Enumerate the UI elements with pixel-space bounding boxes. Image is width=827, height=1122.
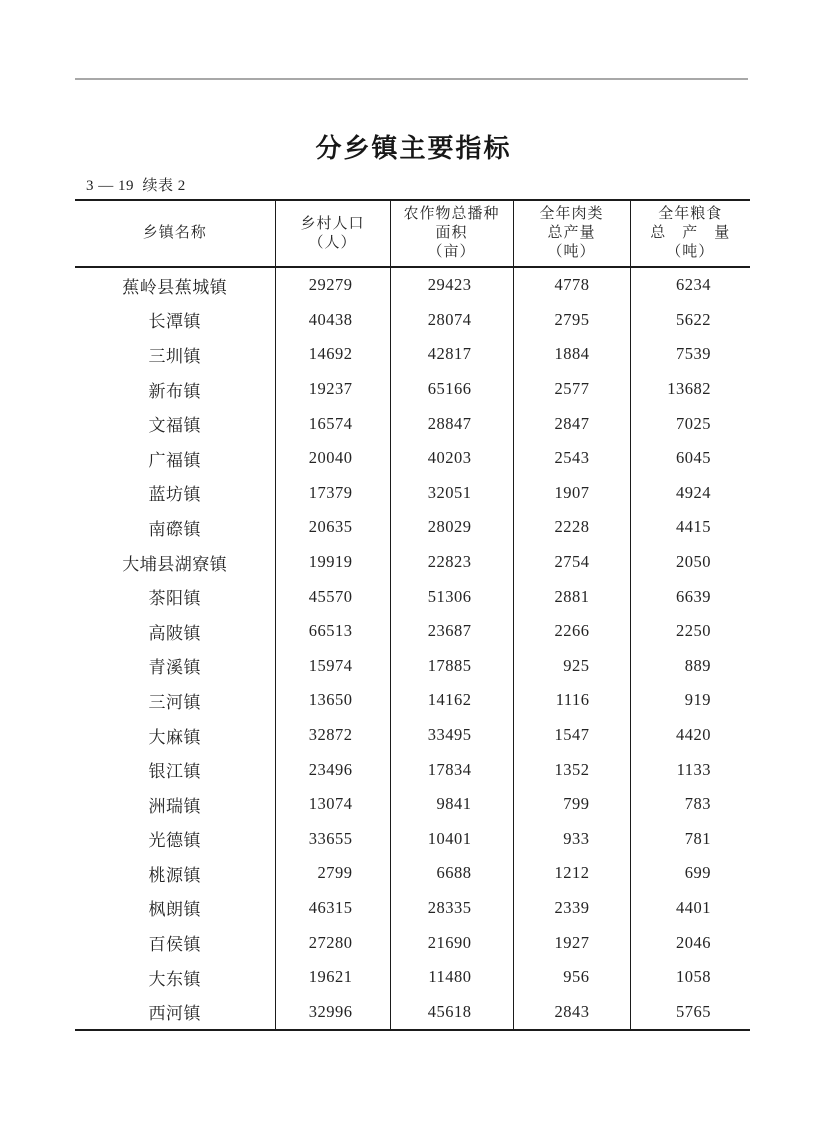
table-body: [75, 267, 750, 1030]
town-name-cell: 大麻镇: [148, 727, 201, 747]
column-header-line: 全年肉类: [539, 206, 604, 222]
value-cell: 42817: [390, 337, 513, 372]
town-name-cell: 新布镇: [148, 381, 201, 401]
value-cell: 17885: [390, 649, 513, 684]
page-title: 分乡镇主要指标: [315, 134, 512, 163]
table-row: [75, 649, 750, 684]
value-cell: 2339: [513, 891, 630, 926]
table-row: [75, 476, 750, 511]
value-cell: 2881: [513, 579, 630, 614]
value-cell: 46315: [275, 891, 390, 926]
table-row: [75, 267, 750, 303]
town-name-cell: 高陂镇: [148, 623, 201, 643]
value-cell: 28074: [390, 303, 513, 338]
value-cell: 783: [630, 787, 750, 822]
value-cell: 2843: [513, 994, 630, 1030]
value-cell: 1133: [630, 752, 750, 787]
value-cell: 1547: [513, 718, 630, 753]
value-cell: 51306: [390, 579, 513, 614]
value-cell: 2046: [630, 925, 750, 960]
value-cell: 6234: [630, 267, 750, 303]
value-cell: 4924: [630, 476, 750, 511]
town-name-cell: 青溪镇: [148, 658, 201, 678]
column-header-rural-population: [275, 200, 390, 267]
table-row: [75, 303, 750, 338]
town-name-cell: 银江镇: [148, 762, 201, 782]
value-cell: 4401: [630, 891, 750, 926]
value-cell: 1058: [630, 960, 750, 995]
value-cell: 1884: [513, 337, 630, 372]
value-cell: 699: [630, 856, 750, 891]
column-header-annual-grain-output: [630, 200, 750, 267]
town-name-cell: 桃源镇: [148, 865, 201, 885]
value-cell: 23687: [390, 614, 513, 649]
header-row: [75, 200, 750, 267]
column-header-line: （人）: [308, 234, 357, 251]
table-row: [75, 787, 750, 822]
value-cell: 28335: [390, 891, 513, 926]
value-cell: 1927: [513, 925, 630, 960]
town-name-cell: 大东镇: [148, 969, 201, 989]
value-cell: 33495: [390, 718, 513, 753]
town-name-cell: 长潭镇: [148, 312, 201, 332]
value-cell: 33655: [275, 822, 390, 857]
value-cell: 14692: [275, 337, 390, 372]
column-header-town-name: [75, 200, 275, 267]
value-cell: 2543: [513, 441, 630, 476]
table-row: [75, 891, 750, 926]
value-cell: 11480: [390, 960, 513, 995]
value-cell: 2754: [513, 545, 630, 580]
table-row: [75, 614, 750, 649]
value-cell: 20635: [275, 510, 390, 545]
town-name-cell: 洲瑞镇: [148, 796, 201, 816]
town-name-cell: 光德镇: [148, 831, 201, 851]
value-cell: 2577: [513, 372, 630, 407]
value-cell: 40438: [275, 303, 390, 338]
town-name-cell: 文福镇: [148, 416, 201, 436]
value-cell: 2228: [513, 510, 630, 545]
value-cell: 933: [513, 822, 630, 857]
column-header-line: 总 产 量: [650, 225, 731, 241]
table-row: [75, 856, 750, 891]
value-cell: 45618: [390, 994, 513, 1030]
indicators-table: [75, 199, 750, 1031]
table-row: [75, 822, 750, 857]
value-cell: 28029: [390, 510, 513, 545]
value-cell: 32051: [390, 476, 513, 511]
value-cell: 15974: [275, 649, 390, 684]
page-header-rule: [75, 78, 748, 80]
value-cell: 66513: [275, 614, 390, 649]
value-cell: 22823: [390, 545, 513, 580]
value-cell: 956: [513, 960, 630, 995]
value-cell: 13650: [275, 683, 390, 718]
table-row: [75, 925, 750, 960]
value-cell: 1352: [513, 752, 630, 787]
value-cell: 1116: [513, 683, 630, 718]
town-name-cell: 南磜镇: [148, 519, 201, 539]
value-cell: 1212: [513, 856, 630, 891]
town-name-cell: 枫朗镇: [148, 900, 201, 920]
town-name-cell: 三河镇: [148, 692, 201, 712]
value-cell: 19621: [275, 960, 390, 995]
table-row: [75, 960, 750, 995]
value-cell: 14162: [390, 683, 513, 718]
value-cell: 29423: [390, 267, 513, 303]
table-row: [75, 718, 750, 753]
value-cell: 9841: [390, 787, 513, 822]
value-cell: 799: [513, 787, 630, 822]
town-name-cell: 三圳镇: [148, 346, 201, 366]
town-name-cell: 西河镇: [148, 1004, 201, 1024]
value-cell: 7539: [630, 337, 750, 372]
column-header-line: 乡村人口: [300, 215, 365, 232]
value-cell: 4420: [630, 718, 750, 753]
value-cell: 4778: [513, 267, 630, 303]
column-header-crop-sown-area: [390, 200, 513, 267]
town-name-cell: 蕉岭县蕉城镇: [122, 277, 228, 297]
value-cell: 2799: [275, 856, 390, 891]
value-cell: 889: [630, 649, 750, 684]
value-cell: 40203: [390, 441, 513, 476]
value-cell: 20040: [275, 441, 390, 476]
column-header-line: 面积: [435, 225, 468, 241]
value-cell: 29279: [275, 267, 390, 303]
column-header-line: 农作物总播种: [403, 206, 500, 222]
town-name-cell: 大埔县湖寮镇: [122, 554, 228, 574]
table-row: [75, 372, 750, 407]
value-cell: 19919: [275, 545, 390, 580]
value-cell: 19237: [275, 372, 390, 407]
value-cell: 5622: [630, 303, 750, 338]
value-cell: 6045: [630, 441, 750, 476]
column-header-line: （亩）: [427, 244, 476, 260]
value-cell: 16574: [275, 406, 390, 441]
value-cell: 5765: [630, 994, 750, 1030]
value-cell: 2266: [513, 614, 630, 649]
table-row: [75, 441, 750, 476]
value-cell: 1907: [513, 476, 630, 511]
value-cell: 2795: [513, 303, 630, 338]
value-cell: 781: [630, 822, 750, 857]
column-header-line: 乡镇名称: [142, 225, 207, 241]
value-cell: 7025: [630, 406, 750, 441]
table-row: [75, 337, 750, 372]
value-cell: 2050: [630, 545, 750, 580]
table-row: [75, 994, 750, 1030]
table-row: [75, 545, 750, 580]
town-name-cell: 蓝坊镇: [148, 485, 201, 505]
value-cell: 2250: [630, 614, 750, 649]
column-header-annual-meat-output: [513, 200, 630, 267]
table-row: [75, 406, 750, 441]
town-name-cell: 百侯镇: [148, 935, 201, 955]
value-cell: 4415: [630, 510, 750, 545]
value-cell: 13682: [630, 372, 750, 407]
value-cell: 27280: [275, 925, 390, 960]
value-cell: 6639: [630, 579, 750, 614]
column-header-line: （吨）: [666, 244, 715, 260]
town-name-cell: 广福镇: [148, 450, 201, 470]
value-cell: 17834: [390, 752, 513, 787]
table-row: [75, 683, 750, 718]
value-cell: 919: [630, 683, 750, 718]
value-cell: 6688: [390, 856, 513, 891]
value-cell: 17379: [275, 476, 390, 511]
table-row: [75, 579, 750, 614]
table-row: [75, 510, 750, 545]
value-cell: 13074: [275, 787, 390, 822]
table-number-caption: 3 — 19 续表 2: [86, 178, 186, 194]
value-cell: 23496: [275, 752, 390, 787]
town-name-cell: 茶阳镇: [148, 589, 201, 609]
table-row: [75, 752, 750, 787]
column-header-line: 全年粮食: [658, 206, 723, 222]
value-cell: 45570: [275, 579, 390, 614]
value-cell: 28847: [390, 406, 513, 441]
value-cell: 2847: [513, 406, 630, 441]
value-cell: 65166: [390, 372, 513, 407]
value-cell: 21690: [390, 925, 513, 960]
value-cell: 10401: [390, 822, 513, 857]
value-cell: 32996: [275, 994, 390, 1030]
value-cell: 925: [513, 649, 630, 684]
column-header-line: （吨）: [547, 244, 596, 260]
value-cell: 32872: [275, 718, 390, 753]
column-header-line: 总产量: [547, 225, 596, 241]
